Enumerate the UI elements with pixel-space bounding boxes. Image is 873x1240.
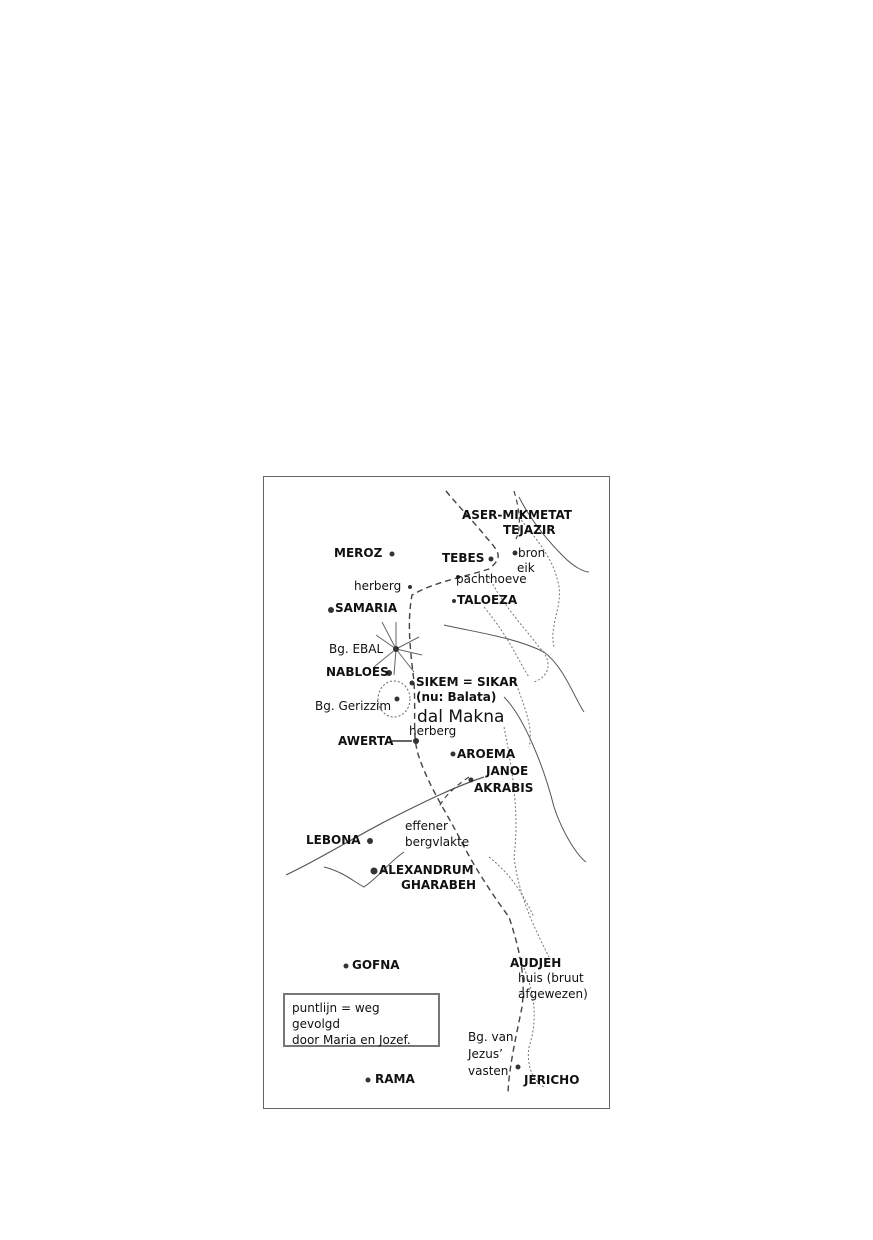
dot-samaria: [328, 607, 334, 613]
dot-meroz: [390, 552, 395, 557]
label-aroema: AROEMA: [457, 747, 516, 761]
dot-herberg-north: [408, 585, 412, 589]
label-alexandrum: ALEXANDRUM: [379, 863, 474, 877]
label-taloeza: TALOEZA: [457, 593, 518, 607]
route-east-branch: [439, 777, 469, 807]
label-jezus: Jezus’: [468, 1047, 503, 1061]
label-jericho: JERICHO: [524, 1073, 580, 1087]
label-herberg-south: herberg: [409, 724, 457, 738]
label-nabloes: NABLOES: [326, 665, 389, 679]
label-lebona: LEBONA: [306, 833, 361, 847]
dot-awerta: [413, 738, 419, 744]
dot-tebes: [489, 557, 494, 562]
legend-line-1: puntlijn = weg gevolgd: [292, 1001, 380, 1031]
label-huis-line2: afgewezen): [518, 987, 588, 1001]
legend-line-2: door Maria en Jozef.: [292, 1033, 411, 1047]
label-bg-van: Bg. van: [468, 1030, 514, 1044]
map-frame: [263, 476, 610, 1109]
label-janoe: JANOE: [486, 764, 529, 778]
dot-rama: [366, 1078, 371, 1083]
label-akrabis: AKRABIS: [474, 781, 534, 795]
dot-jericho: [516, 1065, 521, 1070]
label-bg-gerizzim: Bg. Gerizzim: [315, 699, 392, 713]
label-tejazir: TEJAZIR: [503, 523, 556, 537]
label-awerta: AWERTA: [338, 734, 394, 748]
dot-gerizzim: [395, 697, 400, 702]
label-samaria: SAMARIA: [335, 601, 398, 615]
label-dal-makna: dal Makna: [417, 707, 505, 727]
label-gofna: GOFNA: [352, 958, 400, 972]
label-gharabeh: GHARABEH: [401, 878, 477, 892]
dot-aroema: [451, 752, 456, 757]
label-tebes: TEBES: [442, 551, 485, 565]
river-east-3: [504, 697, 586, 862]
label-rama: RAMA: [375, 1072, 415, 1086]
label-pachthoeve: pachthoeve: [456, 572, 527, 586]
map-legend: [283, 993, 440, 1047]
dot-gofna: [344, 964, 349, 969]
dot-akrabis: [469, 778, 474, 783]
label-effener: effener: [405, 819, 448, 833]
label-bron: bron: [518, 546, 546, 560]
dot-taloeza: [452, 599, 456, 603]
label-balata: (nu: Balata): [416, 690, 497, 704]
label-aser-mikmetat: ASER-MIKMETAT: [462, 508, 572, 522]
dot-sikem: [410, 681, 415, 686]
label-bg-ebal: Bg. EBAL: [329, 642, 384, 656]
label-bergvlakte: bergvlakte: [405, 835, 470, 849]
label-herberg-north: herberg: [354, 579, 402, 593]
dot-lebona: [367, 838, 373, 844]
label-huis-line1: huis (bruut: [518, 971, 584, 985]
label-meroz: MEROZ: [334, 546, 383, 560]
wadi-west: [286, 777, 484, 875]
dot-ebal: [393, 646, 399, 652]
label-sikem: SIKEM = SIKAR: [416, 675, 518, 689]
dot-alexandrum: [371, 868, 378, 875]
label-eik: eik: [517, 561, 535, 575]
dot-tejazir: [513, 551, 518, 556]
label-vasten: vasten: [468, 1064, 509, 1078]
label-audjeh: AUDJEH: [510, 956, 562, 970]
